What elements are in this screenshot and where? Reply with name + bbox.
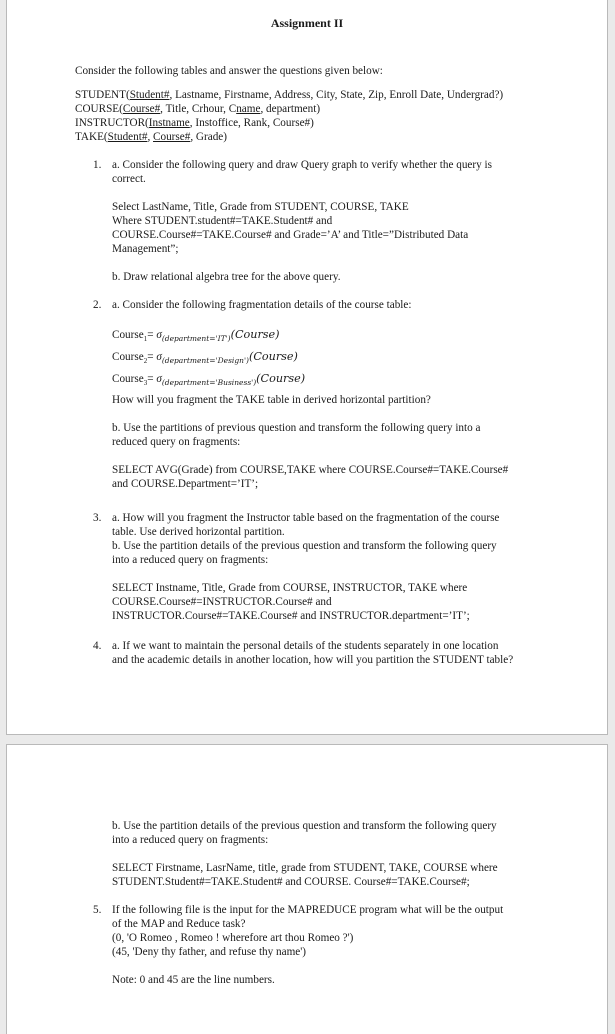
question-2: 2. a. Consider the following fragmentation details of the course table: Course$_1$= $\sigma_{(department='IT')}(Course)$ Course$_2$= $\sigma_{(department='Design')}(Course)$ Course$_3$= $\sigma_{(department='Business')}(Course)$ How will you fragment the TAKE table in derived horizontal partition? b. Use the partitions of previous question and transform the following query into a reduced query on fragments: SELECT AVG(Grade) from COURSE,TAKE where COURSE.Course#=TAKE.Course# and COURSE.Department=’IT’; xyxy=(75,298,593,491)
q1-part-b: b. Draw relational algebra tree for the above query. xyxy=(112,271,341,283)
q2-query: SELECT AVG(Grade) from COURSE,TAKE where COURSE.Course#=TAKE.Course# and COURSE.Department=’IT’; xyxy=(112,463,509,490)
question-number: 1. xyxy=(93,159,102,171)
question-number: 5. xyxy=(93,904,102,916)
question-4-part-b: b. Use the partition details of the previous question and transform the following query into a reduced query on fragments: SELECT Firstname, LasrName, title, grade from STUDENT, TAKE, COURSE where STUDENT.Student#=TAKE.Student# and COURSE. Course#=TAKE.Course#; xyxy=(75,819,593,889)
schema-instructor: INSTRUCTOR(Instname, Instoffice, Rank, Course#) xyxy=(75,117,314,129)
q4-query: SELECT Firstname, LasrName, title, grade from STUDENT, TAKE, COURSE where STUDENT.Student#=TAKE.Student# and COURSE. Course#=TAKE.Course#; xyxy=(112,862,498,888)
q3-query: SELECT Instname, Title, Grade from COURSE, INSTRUCTOR, TAKE where COURSE.Course#=INSTRUCTOR.Course# and INSTRUCTOR.Course#=TAKE.Course# and INSTRUCTOR.department=’IT’; xyxy=(112,581,470,622)
question-number: 3. xyxy=(93,511,102,524)
q1-part-a: a. Consider the following query and draw Query graph to verify whether the query is xyxy=(112,159,492,171)
schema-course: COURSE(Course#, Title, Crhour, Cname, department) xyxy=(75,103,321,115)
intro-text: Consider the following tables and answer the questions given below: xyxy=(75,65,383,77)
fragment-2: Course$_2$= $\sigma_{(department='Design')}(Course)$ xyxy=(112,350,298,366)
question-3: 3. a. How will you fragment the Instructor table based on the fragmentation of the course table. Use derived horizontal partition. b. Use the partition details of the previous question and transform the following query into a reduced query on fragments: SELECT Instname, Title, Grade from COURSE, INSTRUCTOR, TAKE where COURSE.Course#=INSTRUCTOR.Course# and INSTRUCTOR.Course#=TAKE.Course# and INSTRUCTOR.department=’IT’; xyxy=(75,511,593,623)
q2-take-question: How will you fragment the TAKE table in derived horizontal partition? xyxy=(112,393,431,406)
page-2-content xyxy=(75,819,593,987)
schema-student: STUDENT(Student#, Lastname, Firstname, Address, City, State, Zip, Enroll Date, Undergrad?) xyxy=(75,89,504,101)
q2-part-a: a. Consider the following fragmentation details of the course table: xyxy=(112,299,412,311)
fragmentation-list xyxy=(112,326,593,393)
question-number: 4. xyxy=(93,639,102,652)
q2-part-b: b. Use the partitions of previous question and transform the following query into a xyxy=(112,421,481,434)
question-5: 5. If the following file is the input for the MAPREDUCE program what will be the output of the MAP and Reduce task? (0, 'O Romeo , Romeo ! wherefore art thou Romeo ?') (45, 'Deny thy father, and refuse thy name') Note: 0 and 45 are the line numbers. xyxy=(75,903,593,987)
question-1: 1. a. Consider the following query and draw Query graph to verify whether the query is correct. Select LastName, Title, Grade from STUDENT, COURSE, TAKE Where STUDENT.student#=TAKE.Student# and COURSE.Course#=TAKE.Course# and Grade=’A’ and Title=”Distributed Data Management”; b. Draw relational algebra tree for the above query. xyxy=(75,158,593,284)
q1-query: Select LastName, Title, Grade from STUDENT, COURSE, TAKE Where STUDENT.student#=TAKE.Student# and COURSE.Course#=TAKE.Course# and Grade=’A’ and Title=”Distributed Data Management”; xyxy=(112,201,469,255)
question-number: 2. xyxy=(93,299,102,311)
document-page-1 xyxy=(6,0,608,735)
assignment-title: Assignment II xyxy=(270,16,344,30)
schema-take: TAKE(Student#, Course#, Grade) xyxy=(75,131,227,143)
note-text: Note: 0 and 45 are the line numbers. xyxy=(112,974,275,986)
input-line-0: (0, 'O Romeo , Romeo ! wherefore art thou Romeo ?') xyxy=(112,932,354,944)
document-page-2 xyxy=(6,744,608,1034)
page-1-content xyxy=(75,64,593,667)
fragment-1: Course$_1$= $\sigma_{(department='IT')}(Course)$ xyxy=(112,328,280,344)
input-line-45: (45, 'Deny thy father, and refuse thy name') xyxy=(112,946,307,958)
question-4: 4. a. If we want to maintain the personal details of the students separately in one location and the academic details in another location, how will you partition the STUDENT table? xyxy=(93,639,514,666)
fragment-3: Course$_3$= $\sigma_{(department='Business')}(Course)$ xyxy=(112,372,306,388)
